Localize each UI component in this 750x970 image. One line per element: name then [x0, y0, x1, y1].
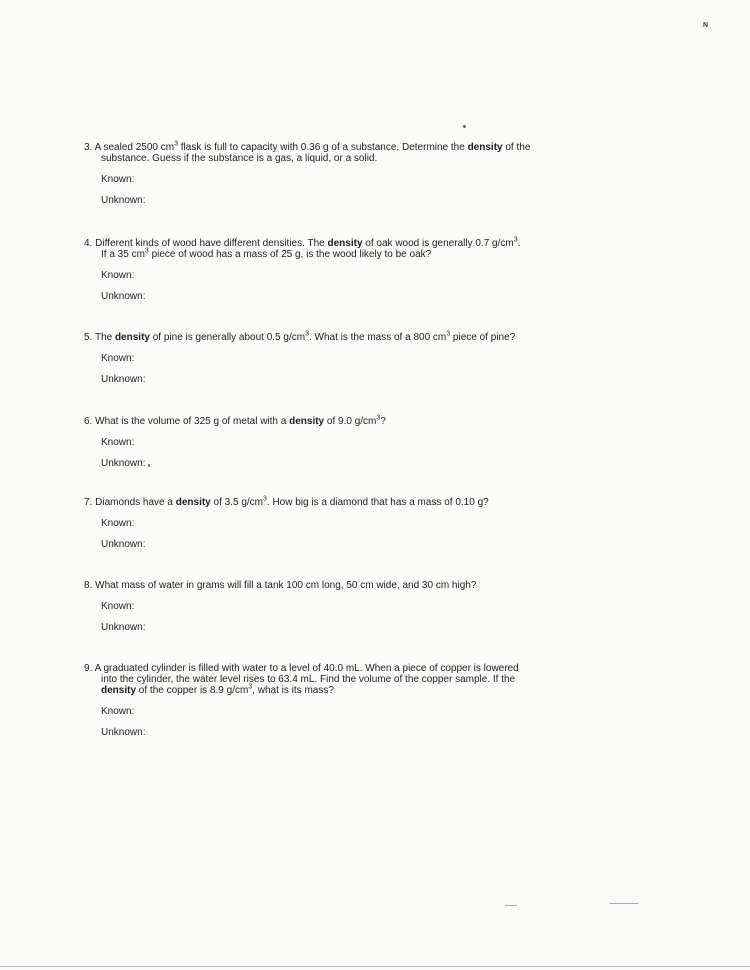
problem-9 — [84, 663, 624, 738]
scan-speck — [463, 125, 466, 128]
problem-3 — [84, 142, 624, 206]
superscript: 3 — [376, 414, 381, 422]
question-text: Different kinds of wood have different densities. The — [95, 238, 328, 249]
question-text: substance. Guess if the substance is a gas, a liquid, or a solid. — [101, 153, 378, 164]
question-text: What is the volume of 325 g of metal with a — [95, 416, 290, 427]
unknown-label: Unknown: — [101, 622, 146, 633]
known-label: Known: — [101, 270, 135, 281]
question-text: Diamonds have a — [95, 497, 176, 508]
question-text: What mass of water in grams will fill a tank 100 cm long, 50 cm wide, and 30 cm high? — [95, 580, 477, 591]
question-text: A sealed 2500 cm — [94, 142, 175, 153]
known-label: Known: — [101, 174, 135, 185]
question-text: piece of pine? — [450, 332, 516, 343]
superscript: 3 — [513, 236, 518, 244]
question-number: 4. — [84, 238, 96, 249]
bold-term: density — [101, 685, 137, 696]
superscript: 3 — [144, 247, 149, 255]
unknown-label: Unknown: — [101, 458, 146, 469]
question-line — [84, 142, 624, 153]
unknown-label: Unknown: — [101, 539, 146, 550]
known-label: Known: — [101, 437, 135, 448]
superscript: 3 — [174, 140, 178, 148]
question-text: , what is its mass? — [252, 685, 334, 696]
unknown-label: Unknown: — [101, 291, 146, 302]
question-text: ? — [380, 416, 386, 427]
question-line — [84, 663, 624, 674]
problem-5 — [84, 332, 624, 385]
question-text: . How big is a diamond that has a mass of 0.10 g? — [266, 497, 489, 508]
problem-6 — [84, 416, 624, 469]
superscript: 3 — [263, 495, 267, 503]
question-line — [84, 685, 624, 696]
question-number: 5. — [84, 332, 95, 343]
question-text: . What is the mass of a 800 cm — [308, 332, 447, 343]
problem-8 — [84, 580, 624, 633]
bold-term: density — [289, 416, 325, 427]
bold-term: density — [467, 142, 503, 153]
question-number: 9. — [84, 663, 95, 674]
question-line — [84, 238, 624, 249]
question-line — [84, 249, 624, 260]
question-line — [84, 674, 624, 685]
bold-term: density — [175, 497, 211, 508]
question-line — [84, 153, 624, 164]
bold-term: density — [327, 238, 363, 249]
problem-4 — [84, 238, 624, 302]
known-label: Known: — [101, 601, 135, 612]
superscript: 3 — [446, 330, 451, 338]
question-text: If a 35 cm — [101, 249, 145, 260]
page-number: N — [703, 22, 709, 29]
question-text: of the — [502, 142, 531, 153]
superscript: 3 — [305, 330, 309, 338]
bold-term: density — [114, 332, 150, 343]
question-number: 6. — [84, 416, 96, 427]
question-text: of pine is generally about 0.5 g/cm — [149, 332, 306, 343]
scan-edge-line — [0, 966, 750, 967]
known-label: Known: — [101, 706, 135, 717]
superscript: 3 — [248, 683, 253, 691]
unknown-label: Unknown: — [101, 727, 146, 738]
question-number: 8. — [84, 580, 96, 591]
question-text: of oak wood is generally 0.7 g/cm — [362, 238, 514, 249]
question-line — [84, 332, 624, 343]
question-text: of 3.5 g/cm — [210, 497, 263, 508]
question-number: 7. — [84, 497, 96, 508]
question-number: 3. — [84, 142, 95, 153]
unknown-label: Unknown: — [101, 374, 146, 385]
scan-speck — [505, 905, 517, 906]
scan-speck — [148, 464, 150, 467]
known-label: Known: — [101, 518, 135, 529]
question-line — [84, 497, 624, 508]
known-label: Known: — [101, 353, 135, 364]
scan-speck — [610, 903, 638, 904]
question-line — [84, 580, 624, 591]
question-text: . — [517, 238, 521, 249]
question-text: The — [94, 332, 115, 343]
question-text: A graduated cylinder is filled with water to a level of 40.0 mL. When a piece of copper is lowered — [94, 663, 519, 674]
question-line — [84, 416, 624, 427]
problem-7 — [84, 497, 624, 550]
question-text: into the cylinder, the water level rises to 63.4 mL. Find the volume of the copper sample. If the — [101, 674, 516, 685]
question-text: of 9.0 g/cm — [324, 416, 377, 427]
question-text: flask is full to capacity with 0.36 g of a substance. Determine the — [177, 142, 468, 153]
question-text: of the copper is 8.9 g/cm — [136, 685, 249, 696]
question-text: piece of wood has a mass of 25 g, is the wood likely to be oak? — [148, 249, 432, 260]
unknown-label: Unknown: — [101, 195, 146, 206]
